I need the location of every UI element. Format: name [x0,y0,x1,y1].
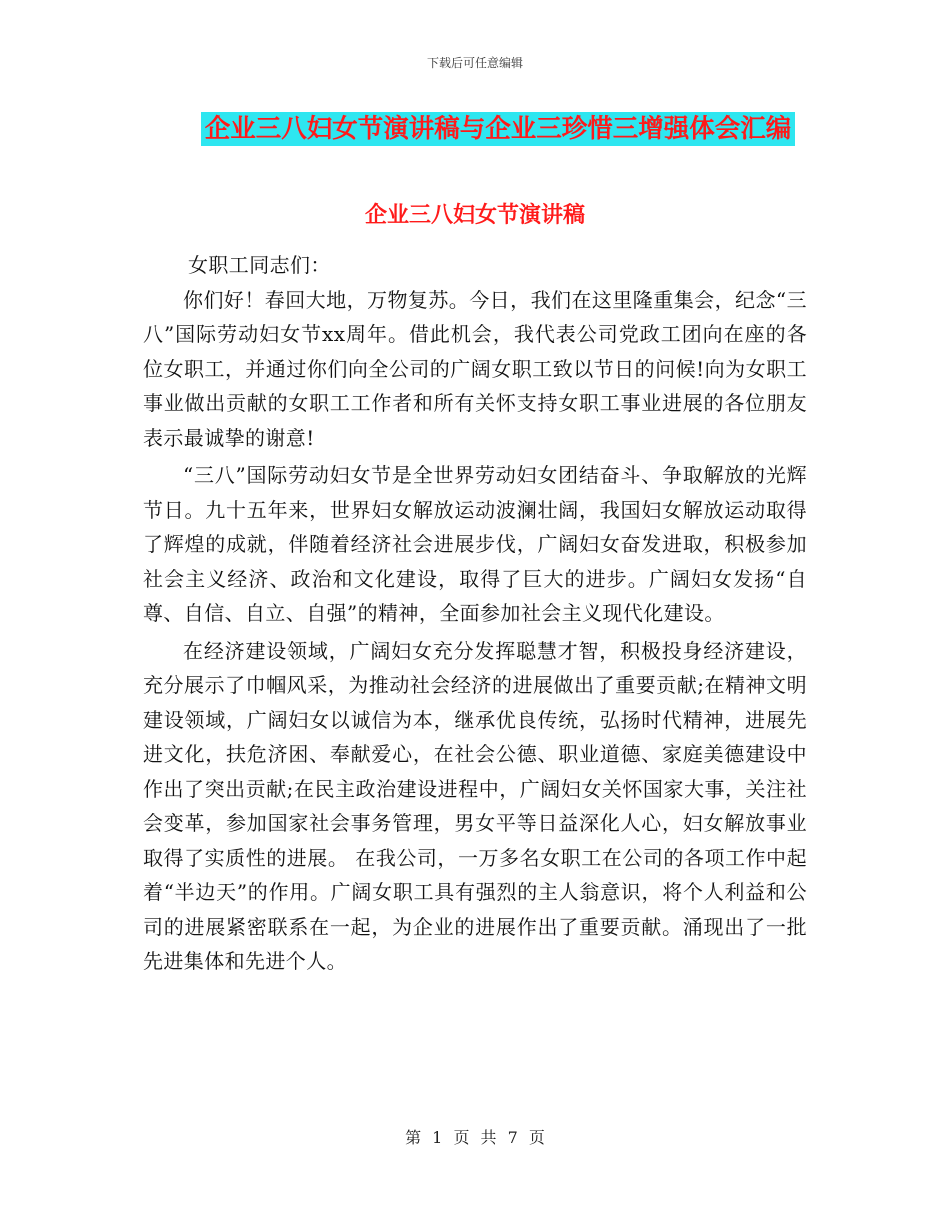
greeting: 女职工同志们： [188,253,331,277]
main-title-container [0,112,950,146]
paragraph: “三八”国际劳动妇女节是全世界劳动妇女团结奋斗、争取解放的光辉节日。九十五年来，世界妇女解放运动波澜壮阔，我国妇女解放运动取得了辉煌的成就，伴随着经济社会进展步伐，广阔妇女奋发进取，积极参加社会主义经济、政治和文化建设，取得了巨大的进步。广阔妇女发扬“自尊、自信、自立、自强”的精神，全面参加社会主义现代化建设。 [143,463,807,625]
header-note: 下载后可任意编辑 [426,56,523,70]
paragraph: 你们好！春回大地，万物复苏。今日，我们在这里隆重集会，纪念“三八”国际劳动妇女节xx周年。借此机会，我代表公司党政工团向在座的各位女职工，并通过你们向全公司的广阔女职工致以节日的问候!向为女职工事业做出贡献的女职工工作者和所有关怀支持女职工事业进展的各位朋友表示最诚挚的谢意! [143,287,807,450]
paragraph: 在经济建设领域，广阔妇女充分发挥聪慧才智，积极投身经济建设，充分展示了巾帼风采，为推动社会经济的进展做出了重要贡献;在精神文明建设领域，广阔妇女以诚信为本，继承优良传统，弘扬时代精神，进展先进文化，扶危济困、奉献爱心，在社会公德、职业道德、家庭美德建设中作出了突出贡献;在民主政治建设进程中，广阔妇女关怀国家大事，关注社会变革，参加国家社会事务管理，男女平等日益深化人心，妇女解放事业取得了实质性的进展。 在我公司，一万多名女职工在公司的各项工作中起着“半边天”的作用。广阔女职工具有强烈的主人翁意识，将个人利益和公司的进展紧密联系在一起，为企业的进展作出了重要贡献。涌现出了一批先进集体和先进个人。 [143,638,807,973]
document-body [143,248,807,982]
document-title: 企业三八妇女节演讲稿与企业三珍惜三增强体会汇编 [201,112,796,146]
section-title: 企业三八妇女节演讲稿 [364,203,585,228]
page-footer: 第 1 页 共 7 页 [405,1128,545,1147]
